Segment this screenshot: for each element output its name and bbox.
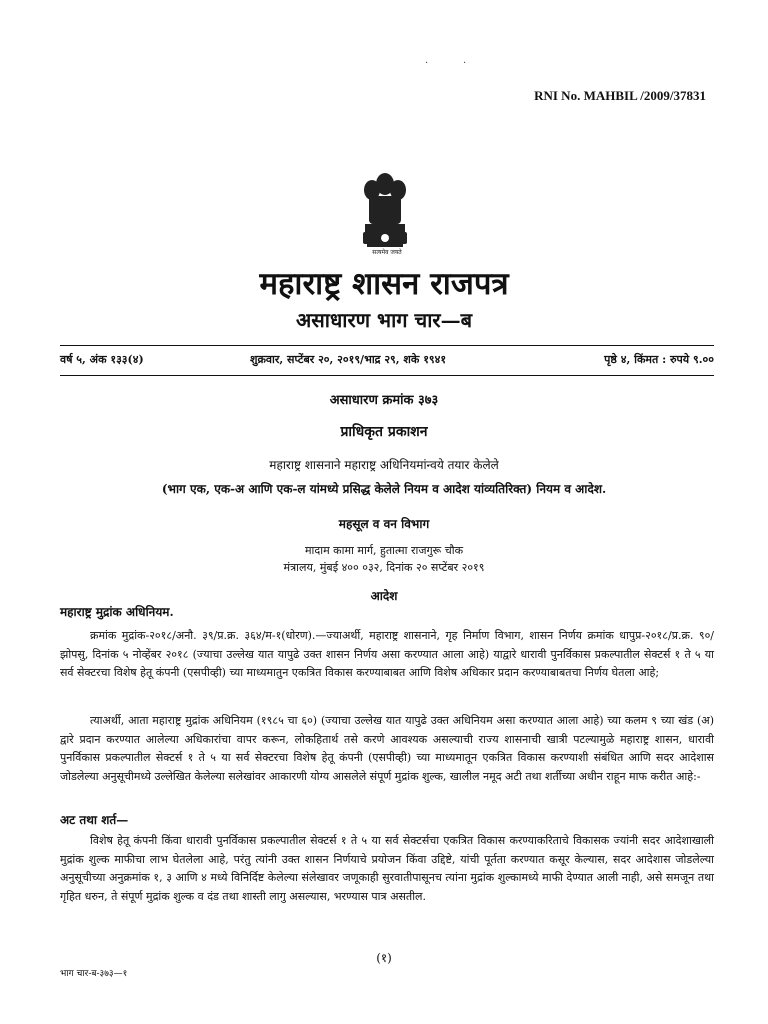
publication-line-2: (भाग एक, एक-अ आणि एक-ल यांमध्ये प्रसिद्ध केलेले नियम व आदेश यांव्यतिरिक्त) नियम व आदेश. (161, 482, 607, 496)
rni-number: RNI No. MAHBIL /2009/37831 (534, 88, 706, 103)
top-marks: · (425, 58, 429, 69)
department-name: महसूल व वन विभाग (338, 517, 430, 531)
issue-volume: वर्ष ५, अंक १३३(४) (60, 353, 144, 366)
bottom-divider (60, 375, 714, 376)
order-paragraph-2: त्याअर्थी, आता महाराष्ट्र मुद्रांक अधिनियम (१९८५ चा ६०) (ज्याचा उल्लेख यात यापुढे उक्त अधिनियम असा करण्यात आला आहे) च्या कलम ९ च्या खंड (अ) द्वारे प्रदान करण्यात आलेल्या अधिकारांचा वापर करून, लोकहितार्थ तसे करणे आवश्यक असल्याची राज्य शासनाची खात्री पटल्यामुळे महाराष्ट्र शासन, धारावी पुनर्विकास प्रकल्पातील सेक्टर्स १ ते ५ या सर्व सेक्टरचा विशेष हेतू कंपनी (एसपीव्ही) च्या माध्यमातून एकत्रित विकास करण्याशी संबंधित आणि सदर आदेशास जोडलेल्या अनुसूचीमध्ये उल्लेखित केलेल्या सलेखांवर आकारणी योग्य आसलेले संपूर्ण मुद्रांक शुल्क, खालील नमूद अटी तथा शर्तीच्या अधीन राहून माफ करीत आहे:- (60, 714, 714, 783)
gazette-subtitle: असाधारण भाग चार—ब (295, 308, 472, 332)
national-emblem-icon (355, 168, 415, 260)
order-heading: आदेश (370, 589, 398, 603)
issue-date: शुक्रवार, सप्टेंबर २०, २०१९/भाद्र २९, शके १९४१ (250, 353, 447, 366)
top-marks: · (463, 58, 467, 69)
publication-line-1: महाराष्ट्र शासनाने महाराष्ट्र अधिनियमांन्वये तयार केलेले (269, 458, 499, 472)
conditions-heading: अट तथा शर्त— (60, 813, 129, 827)
extraordinary-number: असाधारण क्रमांक ३७३ (329, 393, 439, 408)
department-address-2: मंत्रालय, मुंबई ४०० ०३२, दिनांक २० सप्टेंबर २०१९ (283, 561, 485, 574)
act-title: महाराष्ट्र मुद्रांक अधिनियम. (60, 605, 174, 619)
issue-pages-price: पृष्ठे ४, किंमत : रुपये ९.०० (604, 353, 714, 366)
department-address-1: मादाम कामा मार्ग, हुतात्मा राजगुरू चौक (304, 544, 464, 557)
gazette-title: महाराष्ट्र शासन राजपत्र (259, 266, 509, 302)
order-paragraph-1: क्रमांक मुद्रांक-२०१८/अनौ. ३९/प्र.क्र. ३६४/म-१(धोरण).—ज्याअर्थी, महाराष्ट्र शासनाने, गृह निर्माण विभाग, शासन निर्णय क्रमांक धापुप्र-२०१८/प्र.क्र. ९०/झोपसु, दिनांक ५ नोव्हेंबर २०१८ (ज्याचा उल्लेख यात यापुढे उक्त शासन निर्णय असा करण्यात आला आहे) याद्वारे धारावी पुनर्विकास प्रकल्पातील सेक्टर्स १ ते ५ या सर्व सेक्टरचा विशेष हेतू कंपनी (एसपीव्ही) च्या माध्यमातुन एकत्रित विकास करण्याबाबत आणि विशेष अधिकार प्रदान करण्याबाबतचा निर्णय घेतला आहे; (60, 629, 714, 680)
footer-code: भाग चार-ब-३७३—१ (60, 969, 128, 979)
authorized-publication: प्राधिकृत प्रकाशन (340, 424, 428, 440)
conditions-paragraph: विशेष हेतू कंपनी किंवा धारावी पुनर्विकास प्रकल्पातील सेक्टर्स १ ते ५ या सर्व सेक्टर्सचा एकत्रित विकास करण्याकरिताचे विकासक ज्यांनी सदर आदेशाखाली मुद्रांक शुल्क माफीचा लाभ घेतलेला आहे, परंतु त्यांनी उक्त शासन निर्णयाचे प्रयोजन किंवा उद्दिष्टे, यांची पूर्तता करण्यात कसूर केल्यास, सदर आदेशास जोडलेल्या अनुसूचीच्या अनुक्रमांक १, ३ आणि ४ मध्ये विनिर्दिष्ट केलेल्या संलेखावर जणूकाही सुरवातीपासूनच त्यांना मुद्रांक शुल्कामध्ये माफी देण्यात आली नाही, असे समजून तथा गृहित धरुन, ते संपूर्ण मुद्रांक शुल्क व दंड तथा शास्ती लागु असल्यास, भरण्यास पात्र असतील. (60, 834, 714, 903)
emblem-motto: सत्यमेव जयते (372, 249, 402, 256)
page-number: (१) (376, 951, 392, 965)
top-divider (60, 345, 714, 346)
